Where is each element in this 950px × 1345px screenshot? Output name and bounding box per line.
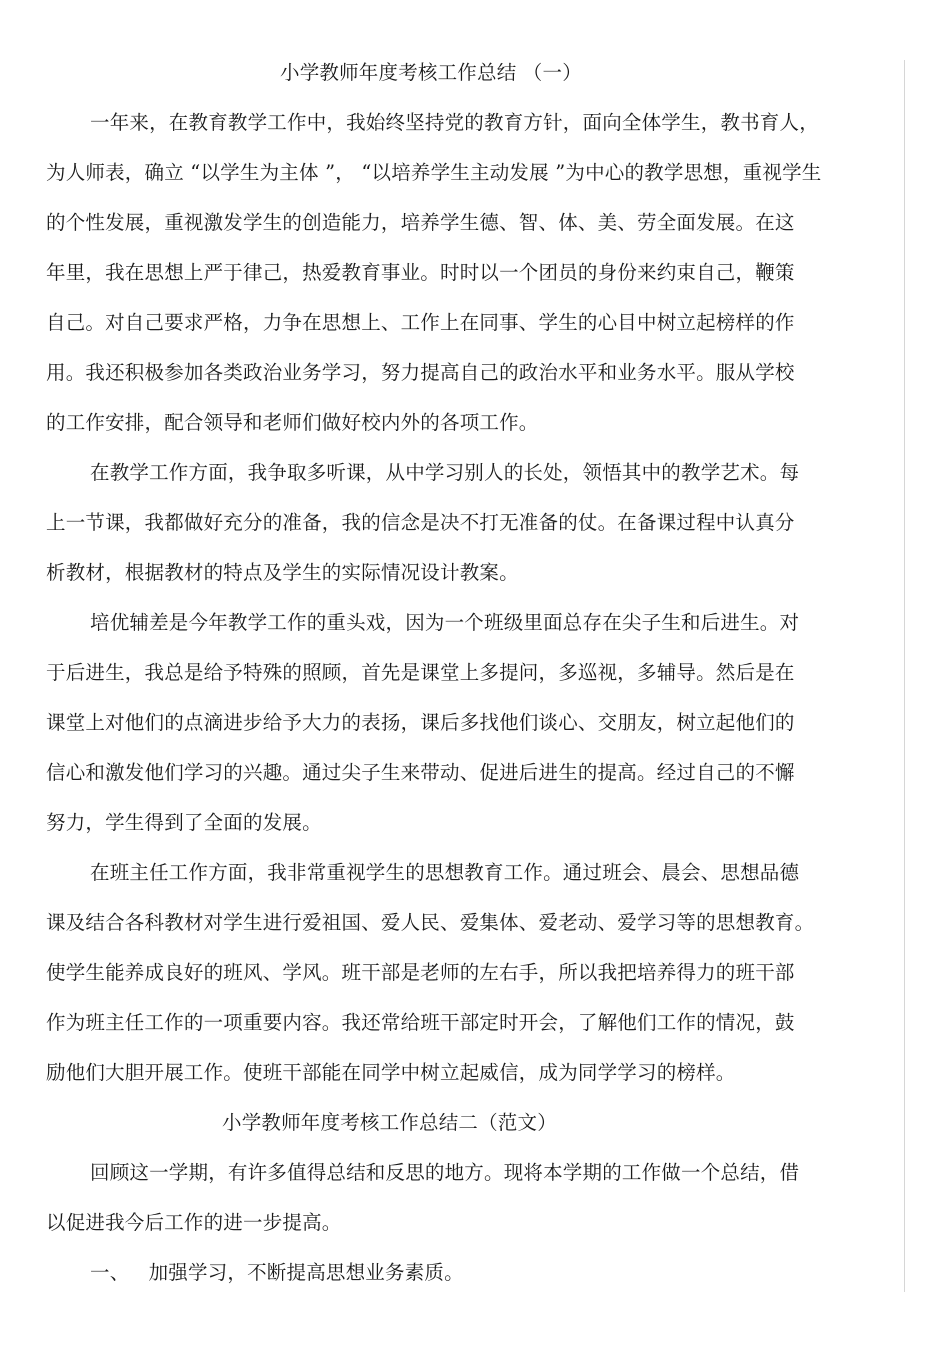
paragraph-5-line-2: 以促进我今后工作的进一步提高。 xyxy=(46,1211,342,1234)
paragraph-1-line-1: 一年来，在教育教学工作中，我始终坚持党的教育方针，面向全体学生，教书育人， xyxy=(90,111,819,134)
document-title-2: 小学教师年度考核工作总结二（范文） xyxy=(222,1111,557,1134)
paragraph-1-line-4: 年里，我在思想上严于律己，热爱教育事业。时时以一个团员的身份来约束自己，鞭策 xyxy=(46,261,795,284)
paragraph-3-line-1: 培优辅差是今年教学工作的重头戏，因为一个班级里面总存在尖子生和后进生。对 xyxy=(90,611,800,634)
paragraph-2-line-3: 析教材，根据教材的特点及学生的实际情况设计教案。 xyxy=(46,561,519,584)
right-margin-rule xyxy=(904,60,905,1292)
paragraph-3-line-5: 努力，学生得到了全面的发展。 xyxy=(46,811,322,834)
paragraph-4-line-5: 励他们大胆开展工作。使班干部能在同学中树立起威信，成为同学学习的榜样。 xyxy=(46,1061,736,1084)
paragraph-4-line-2: 课及结合各科教材对学生进行爱祖国、爱人民、爱集体、爱老动、爱学习等的思想教育。 xyxy=(46,911,815,934)
paragraph-2-line-1: 在教学工作方面，我争取多听课，从中学习别人的长处，领悟其中的教学艺术。每 xyxy=(90,461,800,484)
paragraph-1-line-3: 的个性发展，重视激发学生的创造能力，培养学生德、智、体、美、劳全面发展。在这 xyxy=(46,211,795,234)
paragraph-5-line-1: 回顾这一学期，有许多值得总结和反思的地方。现将本学期的工作做一个总结，借 xyxy=(90,1161,800,1184)
section-heading-1: 一、 加强学习，不断提高思想业务素质。 xyxy=(90,1261,464,1284)
paragraph-3-line-3: 课堂上对他们的点滴进步给予大力的表扬，课后多找他们谈心、交朋友，树立起他们的 xyxy=(46,711,795,734)
paragraph-4-line-1: 在班主任工作方面，我非常重视学生的思想教育工作。通过班会、晨会、思想品德 xyxy=(90,861,800,884)
paragraph-1-line-5: 自己。对自己要求严格，力争在思想上、工作上在同事、学生的心目中树立起榜样的作 xyxy=(46,311,795,334)
paragraph-1-line-6: 用。我还积极参加各类政治业务学习，努力提高自己的政治水平和业务水平。服从学校 xyxy=(46,361,795,384)
paragraph-4-line-3: 使学生能养成良好的班风、学风。班干部是老师的左右手，所以我把培养得力的班干部 xyxy=(46,961,795,984)
paragraph-2-line-2: 上一节课，我都做好充分的准备，我的信念是决不打无准备的仗。在备课过程中认真分 xyxy=(46,511,795,534)
paragraph-3-line-2: 于后进生，我总是给予特殊的照顾，首先是课堂上多提问，多巡视，多辅导。然后是在 xyxy=(46,661,795,684)
paragraph-1-line-2: 为人师表，确立 “以学生为主体 ”， “以培养学生主动发展 ”为中心的教学思想，重视学生 xyxy=(46,161,822,184)
paragraph-3-line-4: 信心和激发他们学习的兴趣。通过尖子生来带动、促进后进生的提高。经过自己的不懈 xyxy=(46,761,795,784)
paragraph-4-line-4: 作为班主任工作的一项重要内容。我还常给班干部定时开会，了解他们工作的情况，鼓 xyxy=(46,1011,795,1034)
paragraph-1-line-7: 的工作安排，配合领导和老师们做好校内外的各项工作。 xyxy=(46,411,539,434)
document-title-1: 小学教师年度考核工作总结 （一） xyxy=(280,61,582,84)
